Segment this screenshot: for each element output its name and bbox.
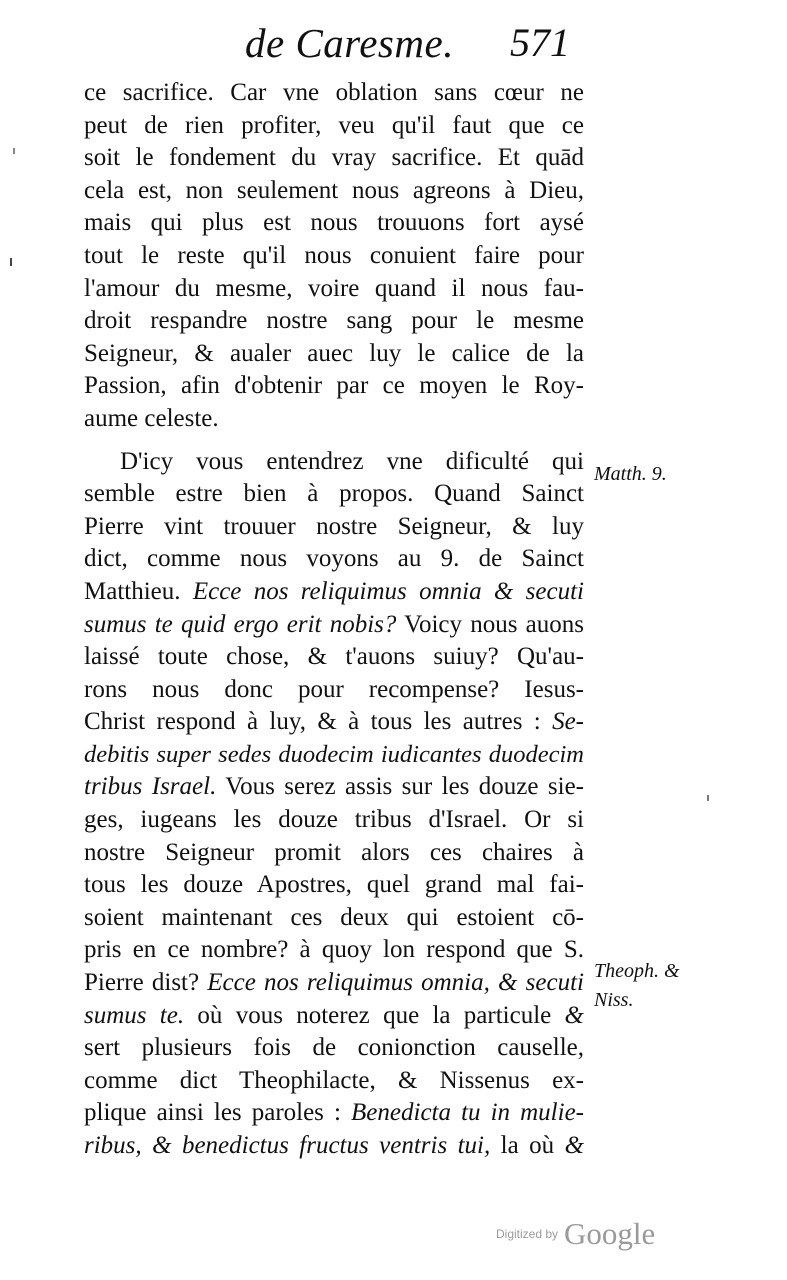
digitization-watermark xyxy=(496,1216,655,1252)
text-line: Pierre vint trouuer nostre Seigneur, & luy xyxy=(84,512,584,540)
page-number: 571 xyxy=(510,20,570,65)
text-line: l'amour du mesme, voire quand il nous fau- xyxy=(84,274,584,302)
text-line: cela est, non seulement nous agreons à Dieu, xyxy=(84,176,584,204)
text-line: droit respandre nostre sang pour le mesme xyxy=(84,307,584,335)
paragraph-gap xyxy=(84,436,584,446)
text-line: peut de rien profiter, veu qu'il faut que ce xyxy=(84,111,584,139)
text-line: soient maintenant ces deux qui estoient cō- xyxy=(84,903,584,931)
ink-speck xyxy=(10,258,12,266)
text-line: Seigneur, & aualer auec luy le calice de la xyxy=(84,339,584,367)
google-logo: Google xyxy=(564,1216,656,1251)
text-line: Matthieu. Ecce nos reliquimus omnia & secuti xyxy=(84,577,584,605)
text-line: tous les douze Apostres, quel grand mal fai- xyxy=(84,871,584,899)
text-line: tout le reste qu'il nous conuient faire pour xyxy=(84,241,584,269)
text-line: laissé toute chose, & t'auons suiuy? Qu'au- xyxy=(84,643,584,671)
text-line: sumus te. où vous noterez que la particule & xyxy=(84,1001,584,1029)
ink-speck xyxy=(707,795,709,801)
text-line: nostre Seigneur promit alors ces chaires à xyxy=(84,838,584,866)
text-line: sert plusieurs fois de conionction causelle, xyxy=(84,1034,584,1062)
text-line: sumus te quid ergo erit nobis? Voicy nous auons xyxy=(84,610,584,638)
text-line: soit le fondement du vray sacrifice. Et quād xyxy=(84,144,584,172)
text-line: Pierre dist? Ecce nos reliquimus omnia, & secuti xyxy=(84,969,584,997)
text-line: plique ainsi les paroles : Benedicta tu in mulie- xyxy=(84,1099,584,1127)
text-line: semble estre bien à propos. Quand Sainct xyxy=(84,480,584,508)
running-title: de Caresme. xyxy=(245,20,454,66)
text-line: Passion, afin d'obtenir par ce moyen le Roy- xyxy=(84,372,584,400)
text-line: dict, comme nous voyons au 9. de Sainct xyxy=(84,545,584,573)
watermark-prefix: Digitized by xyxy=(496,1227,559,1241)
text-line: D'icy vous entendrez vne dificulté qui xyxy=(120,447,584,475)
margin-note-theophilact: Theoph. & xyxy=(594,960,680,982)
margin-note-matthew: Matth. 9. xyxy=(594,463,667,485)
ink-speck xyxy=(13,148,15,154)
text-line: rons nous donc pour recompense? Iesus- xyxy=(84,675,584,703)
margin-note-nissenus: Niss. xyxy=(594,989,634,1011)
text-line: comme dict Theophilacte, & Nissenus ex- xyxy=(84,1066,584,1094)
text-body xyxy=(84,77,584,1163)
text-line: pris en ce nombre? à quoy lon respond que S. xyxy=(84,936,584,964)
text-line: Christ respond à luy, & à tous les autres : Se- xyxy=(84,708,584,736)
text-line: ce sacrifice. Car vne oblation sans cœur ne xyxy=(84,79,584,106)
text-line: aume celeste. xyxy=(84,404,219,432)
text-line: ribus, & benedictus fructus ventris tui, la où & xyxy=(84,1132,585,1159)
text-line: debitis super sedes duodecim iudicantes duodecim xyxy=(84,740,584,768)
text-line: ges, iugeans les douze tribus d'Israel. Or si xyxy=(84,806,584,834)
text-line: tribus Israel. Vous serez assis sur les douze sie- xyxy=(84,773,584,801)
text-line: mais qui plus est nous trouuons fort aysé xyxy=(84,209,584,237)
